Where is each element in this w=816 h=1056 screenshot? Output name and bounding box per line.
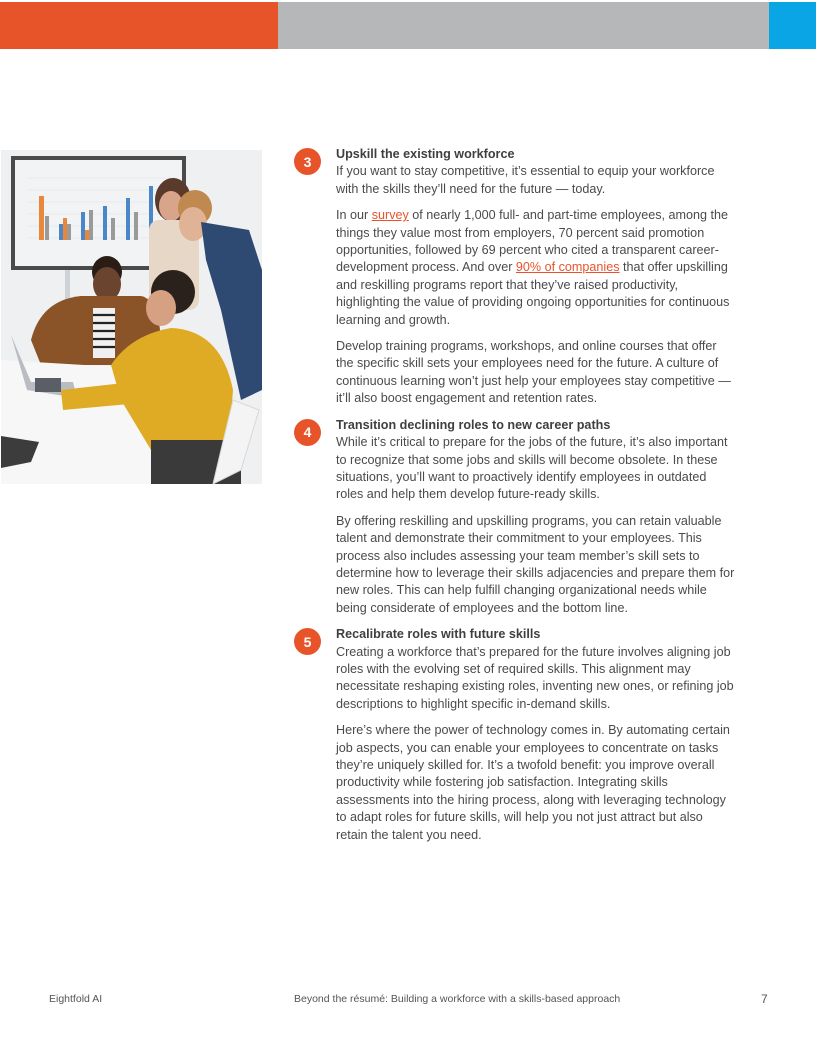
section-heading: Transition declining roles to new career paths [336, 417, 611, 432]
section-paragraph: By offering reskilling and upskilling programs, you can retain valuable talent and demonstrate their commitment to your employees. This process also includes assessing your team member’s skill sets to determine how to leverage their skills adjacencies and prepare them for new roles. This can help fulfill changing organizational needs while being considerate of employees and the bottom line. [336, 513, 735, 615]
section-paragraph: Here’s where the power of technology comes in. By automating certain job aspects, you can enable your employees to concentrate on tasks they’re uniquely skilled for. It’s a twofold benefit: you improve overall productivity while fostering job satisfaction. Integrating skills assessments into the hiring process, along with leveraging technology to adapt roles for future skills, will help you not just attract but also retain the talent you need. [336, 723, 730, 842]
section-paragraph: Develop training programs, workshops, and online courses that offer the specific skill sets your employees need for the future. A culture of continuous learning won’t just help your employees stay competitive — it’ll also boost engagement and retention rates. [336, 339, 731, 406]
footer-brand: Eightfold AI [49, 993, 103, 1005]
header-bar-blue-segment [769, 2, 816, 49]
step-number-badge: 3 [294, 148, 321, 175]
survey-link[interactable]: survey [371, 208, 409, 223]
section-3 [303, 146, 736, 408]
team-meeting-photo [1, 150, 262, 484]
text-run: that offer upskilling and reskilling programs report that they’ve raised productivity, highlighting the value of providing ongoing opportunities for continuous learning and growth. [336, 260, 730, 327]
header-color-bar [0, 2, 816, 49]
footer-doc-title: Beyond the résumé: Building a workforce with a skills-based approach [294, 993, 621, 1005]
page-number: 7 [761, 992, 768, 1006]
step-number-badge: 4 [294, 419, 321, 446]
text-run: of nearly 1,000 full- and part-time employees, among the things they value most from employers, 70 percent said promotion opportunities, followed by 69 percent who cited a transparent career-development process. And over [336, 208, 729, 275]
header-bar-gray-segment [278, 2, 769, 49]
step-number-badge: 5 [294, 628, 321, 655]
companies-stat-link[interactable]: 90% of companies [515, 260, 620, 275]
section-intro: While it’s critical to prepare for the jobs of the future, it’s also important to recognize that some jobs and skills will become obsolete. In these situations, you’ll want to proactively identify employees in outdated roles and help them develop future-ready skills. [336, 435, 728, 502]
text-run: In our [336, 208, 372, 223]
section-5 [303, 626, 736, 844]
main-content [303, 146, 736, 853]
section-heading: Recalibrate roles with future skills [336, 627, 541, 642]
section-4 [303, 417, 736, 617]
section-heading: Upskill the existing workforce [336, 147, 515, 161]
section-intro: If you want to stay competitive, it’s essential to equip your workforce with the skills they’ll need for the future — today. [336, 164, 715, 196]
header-bar-orange-segment [0, 2, 278, 49]
section-paragraph [336, 207, 736, 329]
section-intro: Creating a workforce that’s prepared for the future involves aligning job roles with the evolving set of required skills. This alignment may necessitate reshaping existing roles, inventing new ones, or refining job descriptions to highlight specific in-demand skills. [336, 644, 734, 711]
